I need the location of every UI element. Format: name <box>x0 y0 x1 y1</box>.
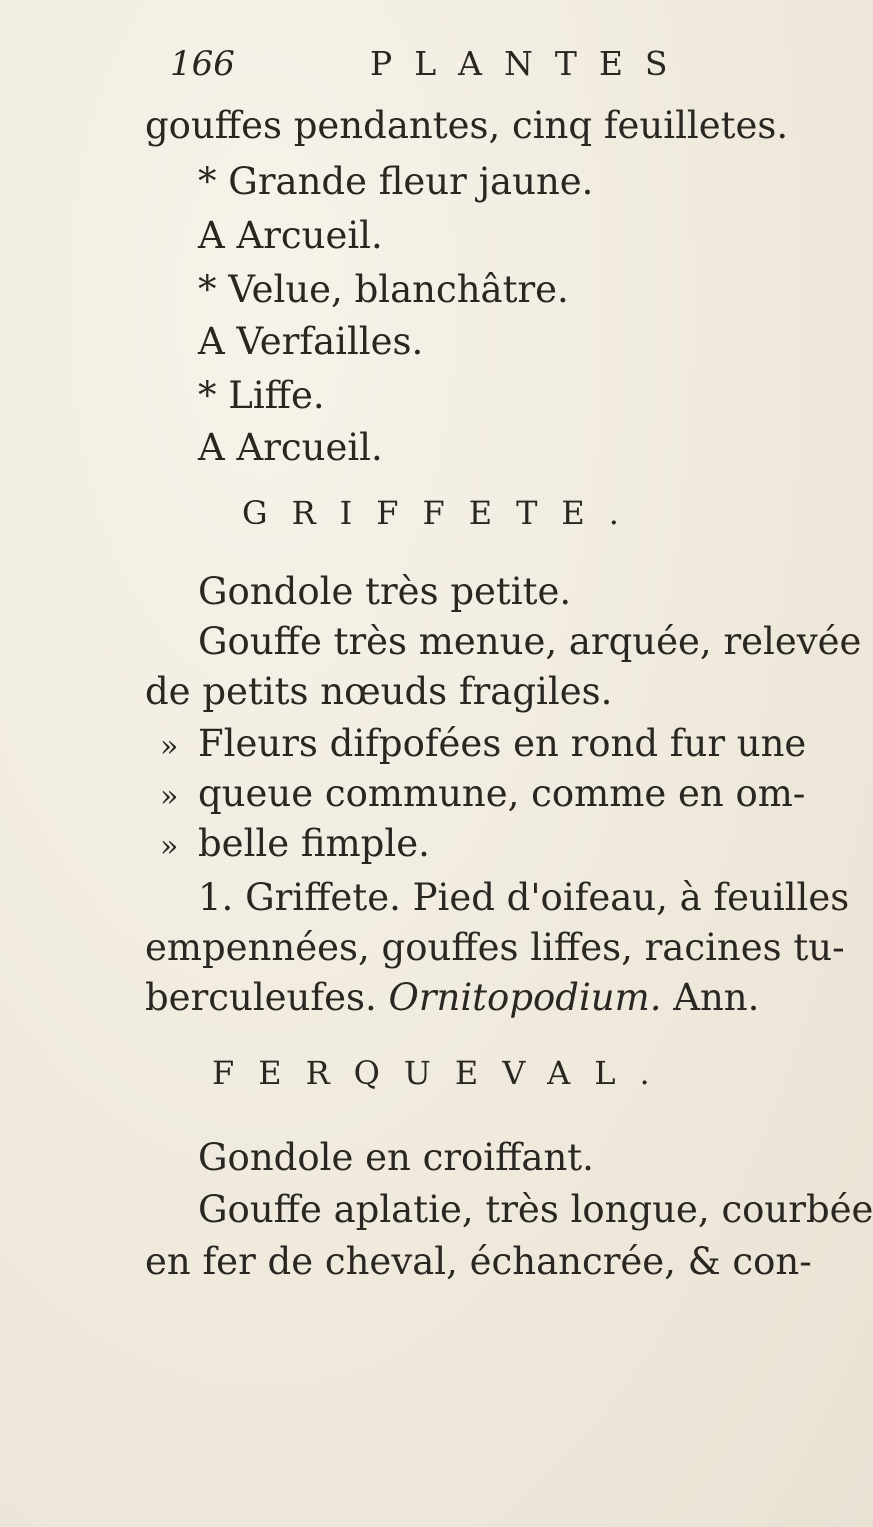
quote-line: » queue commune, comme en om- <box>160 772 805 819</box>
text-line: A Arcueil. <box>198 214 383 257</box>
text-line: A Verfailles. <box>198 320 424 363</box>
text-line: Gondole très petite. <box>198 570 572 613</box>
text-line: gouffes pendantes, cinq feuilletes. <box>145 104 789 147</box>
text-line: empennées, gouffes liffes, racines tu- <box>145 926 845 969</box>
quote-mark: » <box>160 779 179 814</box>
text-line: Gondole en croiffant. <box>198 1136 594 1179</box>
text-line: * Grande fleur jaune. <box>198 160 594 203</box>
section-title-ferqueval: FERQUEVAL. <box>212 1054 674 1092</box>
quote-line: » Fleurs difpofées en rond fur une <box>160 722 806 769</box>
quote-mark: » <box>160 729 179 764</box>
text-line: 1. Griffete. Pied d'oifeau, à feuilles <box>198 876 850 919</box>
page-number: 166 <box>170 44 235 84</box>
text-line: * Velue, blanchâtre. <box>198 268 569 311</box>
text-line: en fer de cheval, échancrée, & con- <box>145 1240 812 1283</box>
text-line: A Arcueil. <box>198 426 383 469</box>
text-line: * Liffe. <box>198 374 325 417</box>
text-line: berculeufes. Ornitopodium. Ann. <box>145 976 760 1019</box>
text-line: Gouffe aplatie, très longue, courbée <box>198 1188 873 1231</box>
latin-name: Ornitopodium. <box>388 976 662 1019</box>
quote-line: » belle fimple. <box>160 822 430 869</box>
text-line: Gouffe très menue, arquée, relevée <box>198 620 862 663</box>
running-title: PLANTES <box>370 44 690 83</box>
quote-mark: » <box>160 829 179 864</box>
text-line: de petits nœuds fragiles. <box>145 670 613 713</box>
section-title-griffete: GRIFFETE. <box>242 494 643 532</box>
